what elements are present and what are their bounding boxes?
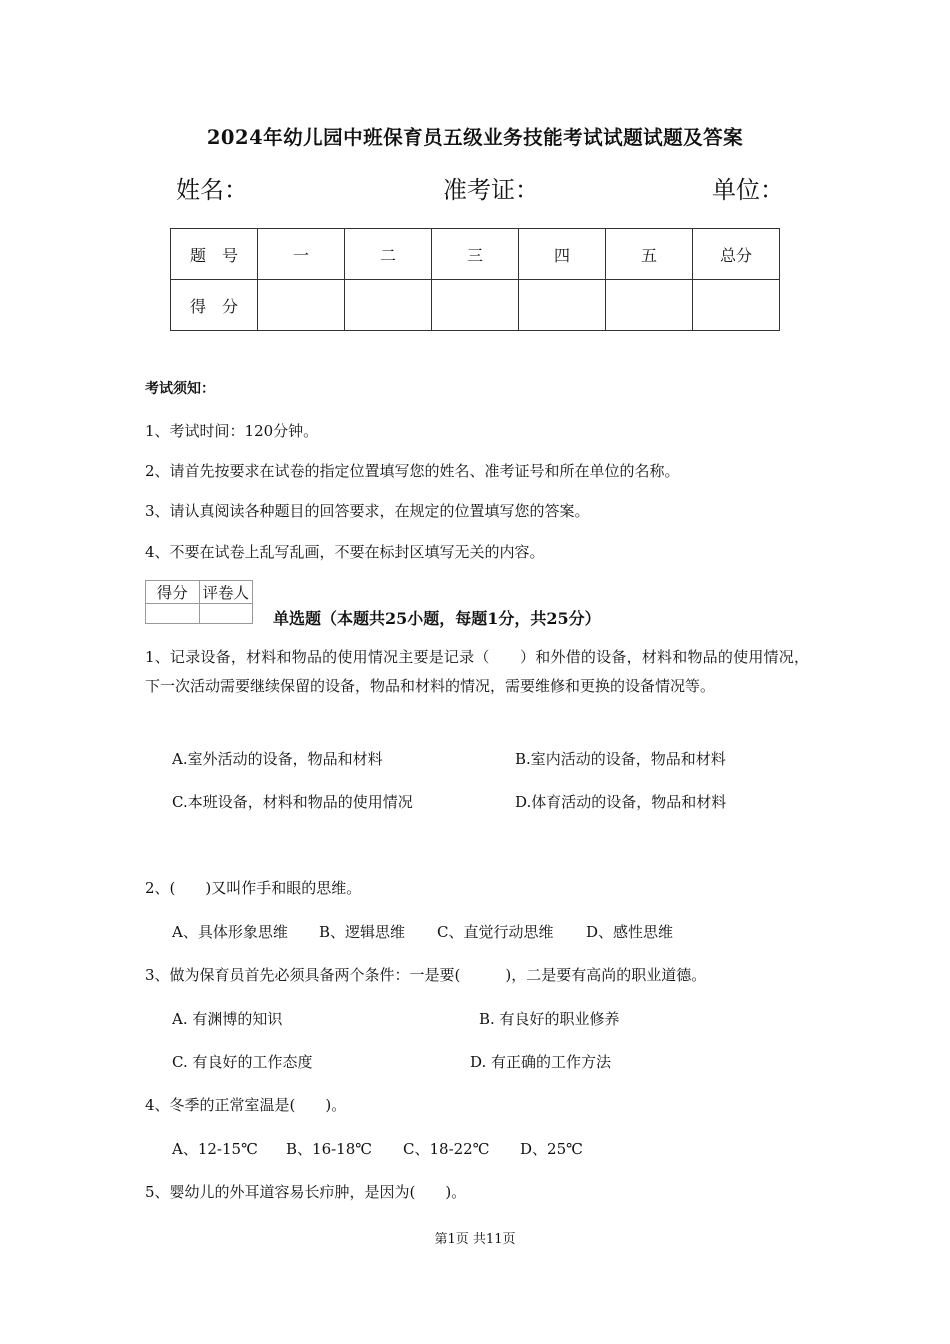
document-title: 2024年幼儿园中班保育员五级业务技能考试试题试题及答案 [206, 126, 744, 149]
question-2-option-a[interactable]: A、具体形象思维 [172, 923, 288, 941]
grader-score-label: 得分 [146, 581, 200, 604]
grader-name-label: 评卷人 [199, 581, 253, 604]
notice-item: 4、不要在试卷上乱写乱画，不要在标封区填写无关的内容。 [145, 543, 545, 561]
score-table-header-cell: 一 [258, 229, 345, 280]
notice-heading: 考试须知： [145, 381, 215, 397]
score-cell[interactable] [693, 280, 780, 331]
question-3-option-a[interactable]: A. 有渊博的知识 [172, 1010, 283, 1028]
score-table-header-cell: 二 [345, 229, 432, 280]
score-cell[interactable] [258, 280, 345, 331]
question-3-option-b[interactable]: B. 有良好的职业修养 [479, 1010, 620, 1028]
score-table-header-cell: 四 [519, 229, 606, 280]
question-3-option-d[interactable]: D. 有正确的工作方法 [470, 1053, 612, 1071]
question-4-option-c[interactable]: C、18-22℃ [403, 1140, 490, 1158]
score-table-header-cell: 三 [432, 229, 519, 280]
exam-id-field-label: 准考证： [443, 176, 539, 204]
question-1-option-a[interactable]: A.室外活动的设备，物品和材料 [172, 750, 383, 768]
grader-score-cell[interactable] [146, 604, 200, 624]
question-2-option-c[interactable]: C、直觉行动思维 [437, 923, 554, 941]
score-table-score-row [171, 280, 780, 331]
question-3-option-c[interactable]: C. 有良好的工作态度 [172, 1053, 313, 1071]
question-4-option-d[interactable]: D、25℃ [520, 1140, 583, 1158]
score-table-row-label: 得 分 [171, 280, 258, 331]
score-cell[interactable] [606, 280, 693, 331]
question-4-option-b[interactable]: B、16-18℃ [286, 1140, 373, 1158]
question-1-option-d[interactable]: D.体育活动的设备，物品和材料 [515, 793, 727, 811]
score-cell[interactable] [519, 280, 606, 331]
name-field-label: 姓名： [176, 176, 248, 204]
notice-item: 3、请认真阅读各种题目的回答要求，在规定的位置填写您的答案。 [145, 502, 590, 520]
score-table-header-row [171, 229, 780, 280]
score-table-header-cell: 题 号 [171, 229, 258, 280]
question-1-text: 1、记录设备，材料和物品的使用情况主要是记录（ ）和外借的设备，材料和物品的使用情况，下一次活动需要继续保留的设备，物品和材料的情况，需要维修和更换的设备情况等。 [145, 648, 809, 695]
section-heading: 单选题（本题共25小题，每题1分，共25分） [273, 609, 601, 628]
question-1-option-c[interactable]: C.本班设备，材料和物品的使用情况 [172, 793, 413, 811]
question-5-text: 5、婴幼儿的外耳道容易长疖肿，是因为( )。 [145, 1183, 467, 1201]
question-1-option-b[interactable]: B.室内活动的设备，物品和材料 [515, 750, 726, 768]
notice-item: 2、请首先按要求在试卷的指定位置填写您的姓名、准考证号和所在单位的名称。 [145, 462, 680, 480]
unit-field-label: 单位： [712, 176, 784, 204]
grader-box [145, 580, 253, 624]
score-cell[interactable] [345, 280, 432, 331]
page-footer: 第1页 共11页 [434, 1232, 516, 1247]
question-4-text: 4、冬季的正常室温是( )。 [145, 1096, 347, 1114]
question-3-text: 3、做为保育员首先必须具备两个条件：一是要( )，二是要有高尚的职业道德。 [145, 966, 707, 984]
question-4-option-a[interactable]: A、12-15℃ [172, 1140, 258, 1158]
question-2-option-d[interactable]: D、感性思维 [586, 923, 674, 941]
question-2-option-b[interactable]: B、逻辑思维 [319, 923, 406, 941]
score-cell[interactable] [432, 280, 519, 331]
score-table [170, 228, 780, 331]
question-2-text: 2、( )又叫作手和眼的思维。 [145, 879, 362, 897]
notice-item: 1、考试时间：120分钟。 [145, 422, 319, 440]
score-table-header-cell: 五 [606, 229, 693, 280]
score-table-header-cell: 总分 [693, 229, 780, 280]
grader-name-cell[interactable] [199, 604, 253, 624]
